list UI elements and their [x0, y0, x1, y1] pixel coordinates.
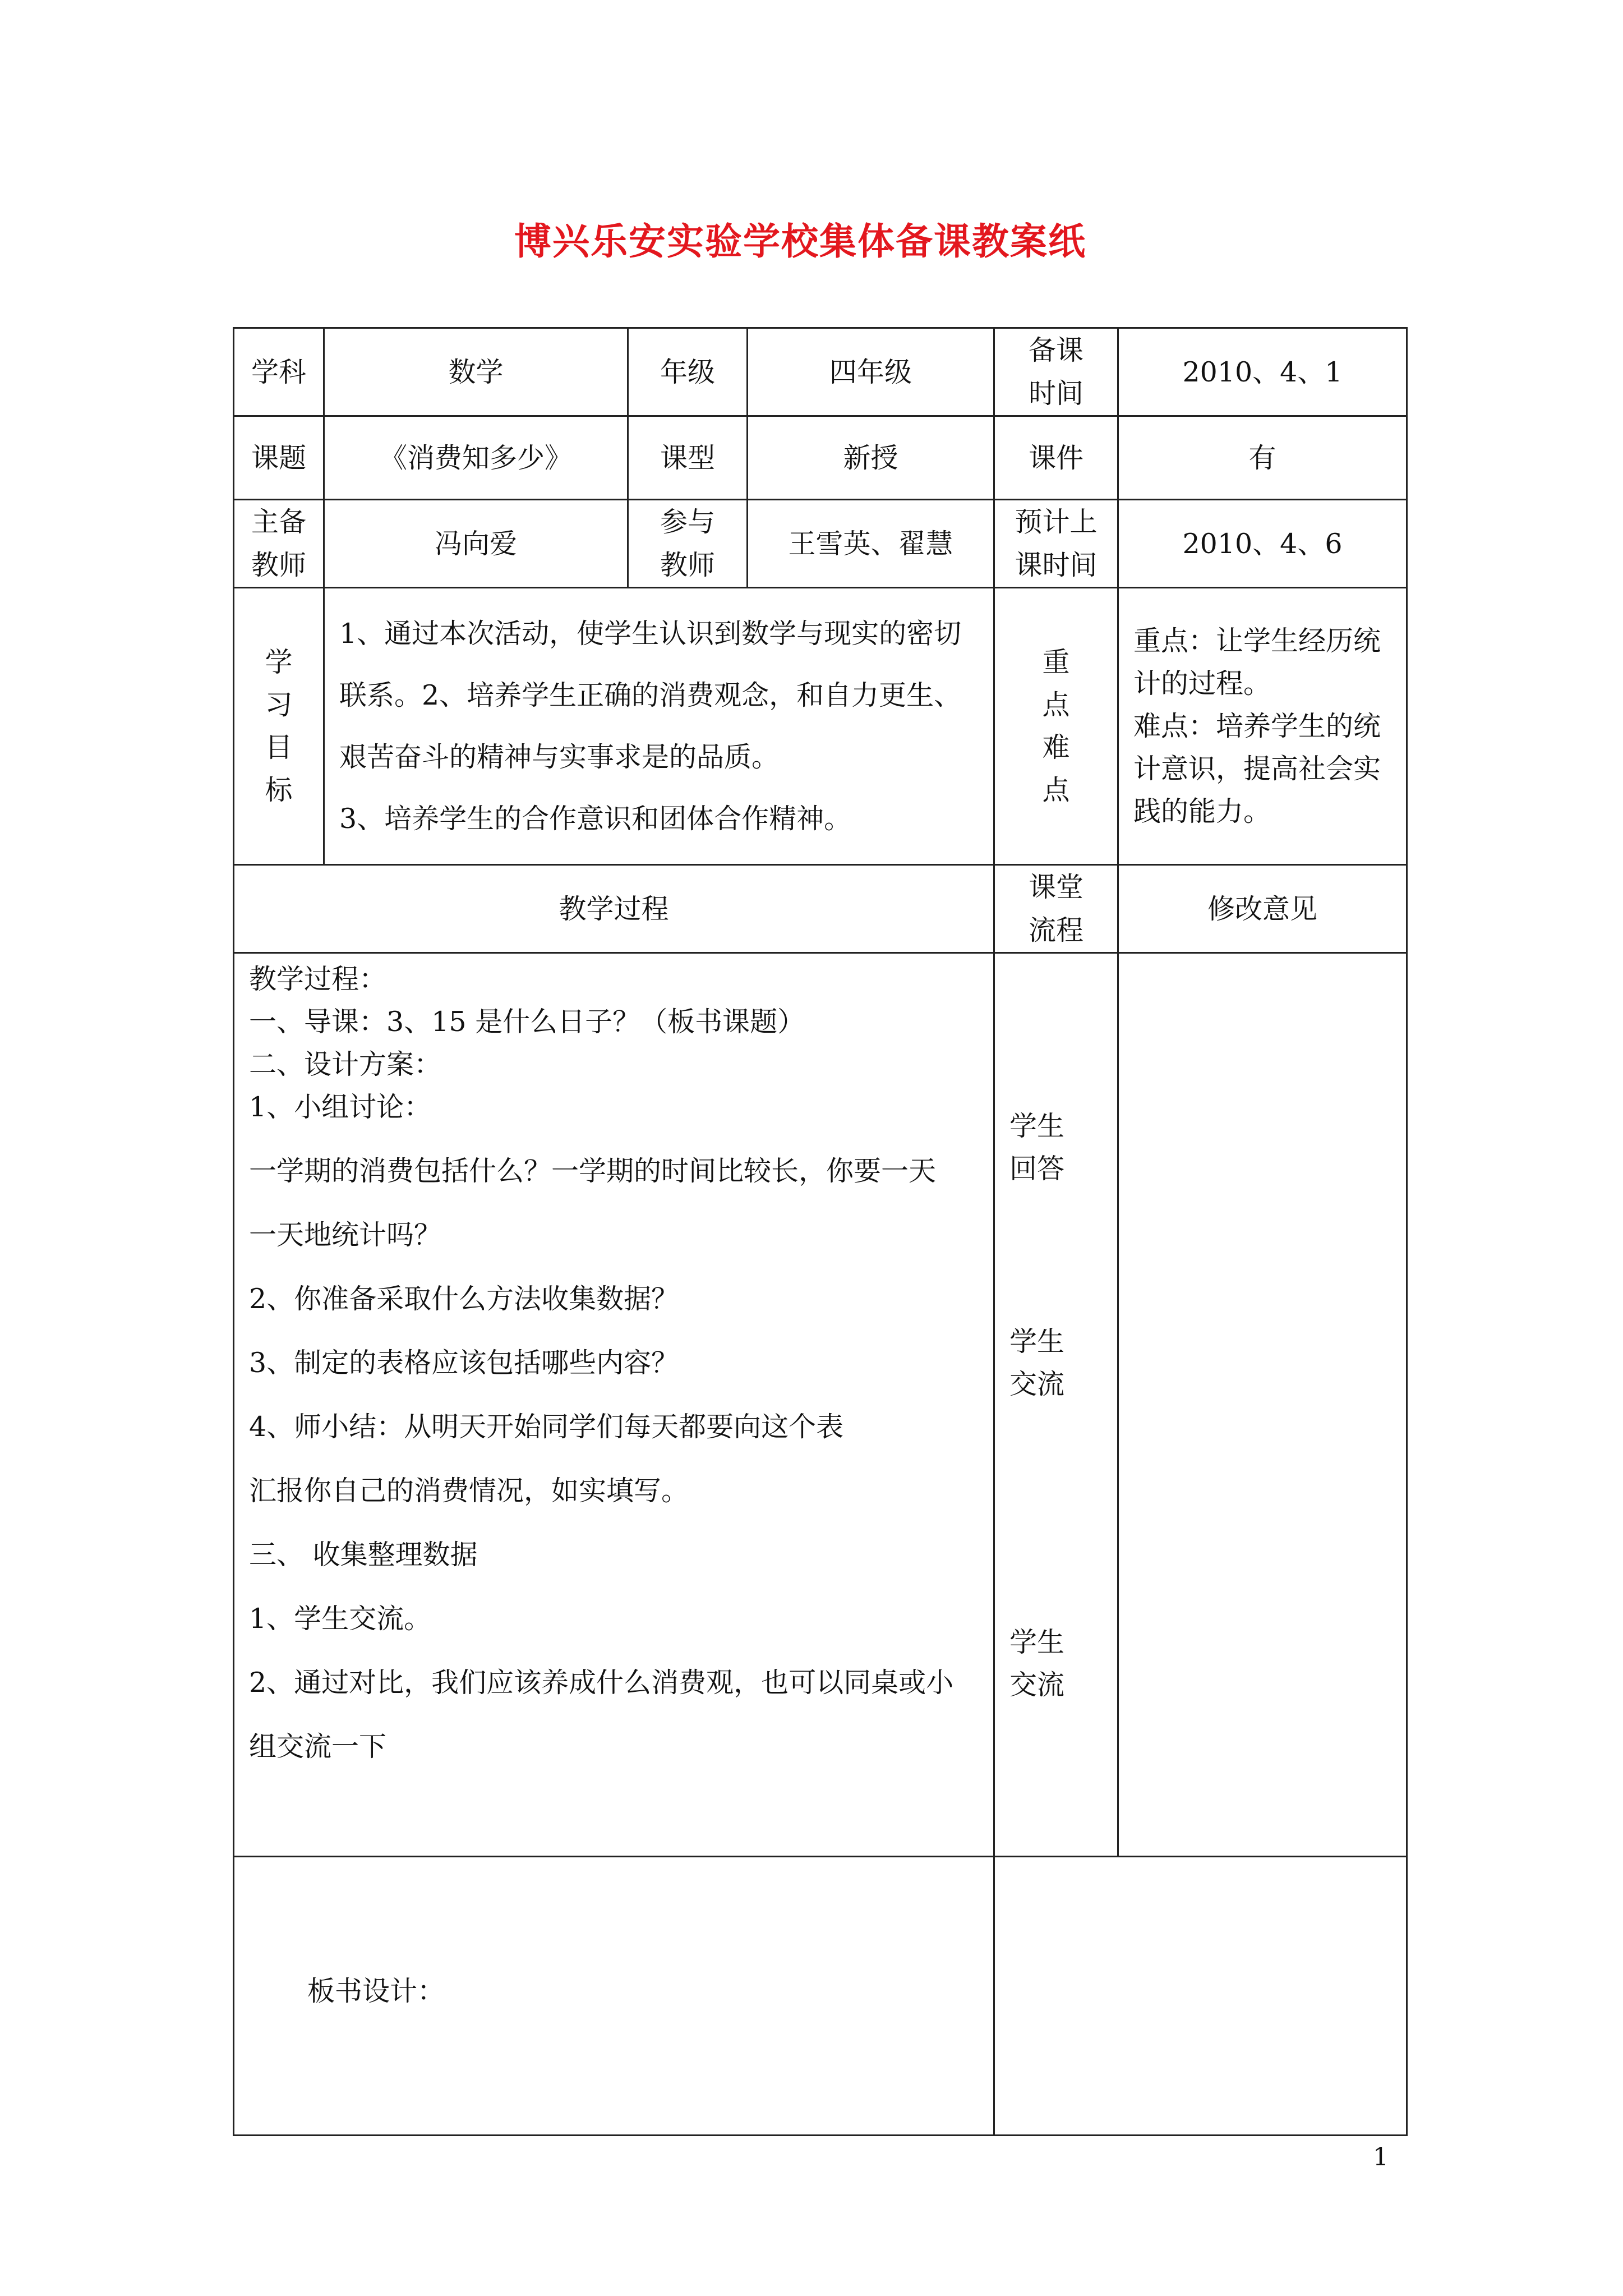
process-line: 汇报你自己的消费情况，如实填写。: [249, 1475, 689, 1507]
planned-time-label-line2: 课时间: [1015, 549, 1098, 581]
lesson-type-value: 新授: [748, 416, 994, 500]
row-subject: [234, 328, 1407, 416]
row-process-header: [234, 865, 1407, 953]
key-points-line: 践的能力。: [1133, 795, 1271, 827]
board-design-cell: [234, 1857, 994, 2136]
flow-header-line2: 流程: [1028, 914, 1083, 946]
process-line: 一学期的消费包括什么？一学期的时间比较长，你要一天: [249, 1155, 937, 1187]
process-line: 三、 收集整理数据: [249, 1539, 478, 1571]
objectives-label-char: 学: [265, 646, 293, 678]
planned-time-label-line1: 预计上: [1015, 506, 1098, 538]
key-points-label-char: 难: [1042, 731, 1070, 763]
flow-note-line: 学生: [1009, 1626, 1065, 1658]
subject-value: 数学: [324, 328, 628, 416]
process-line: 4、师小结：从明天开始同学们每天都要向这个表: [249, 1411, 844, 1443]
key-points-line: 计的过程。: [1133, 667, 1271, 700]
flow-note: [1009, 1621, 1103, 1706]
flow-note: [1009, 1320, 1103, 1406]
flow-note-line: 学生: [1009, 1326, 1065, 1358]
process-line: 1、学生交流。: [249, 1603, 432, 1635]
objectives-line: 联系。2、培养学生正确的消费观念，和自力更生、: [339, 679, 962, 711]
process-line: 一、导课：3、15 是什么日子？（板书课题）: [249, 1006, 805, 1038]
objectives-line: 3、培养学生的合作意识和团体合作精神。: [339, 802, 852, 835]
revision-header-label: 修改意见: [1118, 865, 1407, 953]
flow-header-line1: 课堂: [1028, 871, 1083, 903]
prep-time-label-line1: 备课: [1028, 334, 1083, 366]
process-line: 二、设计方案：: [249, 1048, 442, 1080]
lead-teacher-label-line2: 教师: [251, 549, 306, 581]
row-board-design: [234, 1857, 1407, 2136]
process-line: 3、制定的表格应该包括哪些内容？: [249, 1347, 679, 1379]
participants-label-line1: 参与: [660, 506, 715, 538]
objectives-content: [324, 588, 994, 865]
process-line: 教学过程：: [249, 963, 387, 995]
prep-time-label-line2: 时间: [1028, 378, 1083, 409]
lesson-type-label: 课型: [628, 416, 748, 500]
topic-label: 课题: [234, 416, 324, 500]
process-line: 1、小组讨论：: [249, 1091, 432, 1123]
flow-notes: [994, 953, 1118, 1857]
lead-teacher-label: [234, 500, 324, 588]
participants-label-line2: 教师: [660, 549, 715, 581]
planned-time-value: 2010、4、6: [1118, 500, 1407, 588]
key-points-line: 重点：让学生经历统: [1133, 624, 1381, 657]
topic-value: 《消费知多少》: [324, 416, 628, 500]
key-points-label-char: 重: [1042, 646, 1070, 678]
process-header-label: 教学过程: [234, 865, 994, 953]
key-points-content: [1118, 588, 1407, 865]
flow-header-label: [994, 865, 1118, 953]
prep-time-value: 2010、4、1: [1118, 328, 1407, 416]
prep-time-label: [994, 328, 1118, 416]
objectives-label: [234, 588, 324, 865]
lead-teacher-label-line1: 主备: [251, 506, 306, 538]
key-points-line: 计意识，提高社会实: [1133, 752, 1381, 785]
lesson-plan-table: [233, 327, 1408, 2136]
objectives-label-char: 习: [265, 688, 293, 721]
key-points-line: 难点：培养学生的统: [1133, 710, 1381, 742]
process-content: [234, 953, 994, 1857]
process-line: 2、你准备采取什么方法收集数据？: [249, 1283, 679, 1315]
row-objectives: [234, 588, 1407, 865]
courseware-label: 课件: [994, 416, 1118, 500]
subject-label: 学科: [234, 328, 324, 416]
flow-note-line: 学生: [1009, 1110, 1065, 1142]
grade-label: 年级: [628, 328, 748, 416]
objectives-line: 艰苦奋斗的精神与实事求是的品质。: [339, 740, 780, 773]
page-number: 1: [1373, 2143, 1389, 2171]
row-teachers: [234, 500, 1407, 588]
lead-teacher-value: 冯向爱: [324, 500, 628, 588]
key-points-label: [994, 588, 1118, 865]
flow-note-line: 交流: [1009, 1368, 1065, 1400]
grade-value: 四年级: [748, 328, 994, 416]
key-points-label-char: 点: [1042, 774, 1070, 806]
participants-value: 王雪英、翟慧: [748, 500, 994, 588]
flow-note-line: 交流: [1009, 1669, 1065, 1701]
planned-time-label: [994, 500, 1118, 588]
objectives-label-char: 目: [265, 731, 293, 763]
board-design-label: 板书设计：: [307, 1975, 445, 2007]
row-topic: [234, 416, 1407, 500]
objectives-line: 1、通过本次活动，使学生认识到数学与现实的密切: [339, 617, 962, 650]
courseware-value: 有: [1118, 416, 1407, 500]
objectives-label-char: 标: [265, 774, 293, 806]
process-line: 组交流一下: [249, 1731, 387, 1763]
participants-label: [628, 500, 748, 588]
document-title: 博兴乐安实验学校集体备课教案纸: [514, 219, 1086, 263]
board-design-right: [994, 1857, 1407, 2136]
key-points-label-char: 点: [1042, 688, 1070, 721]
flow-note: [1009, 1105, 1103, 1190]
row-process-content: [234, 953, 1407, 1857]
revision-notes: [1118, 953, 1407, 1857]
process-line: 2、通过对比，我们应该养成什么消费观，也可以同桌或小: [249, 1667, 954, 1699]
flow-note-line: 回答: [1009, 1153, 1065, 1185]
process-line: 一天地统计吗？: [249, 1219, 442, 1251]
